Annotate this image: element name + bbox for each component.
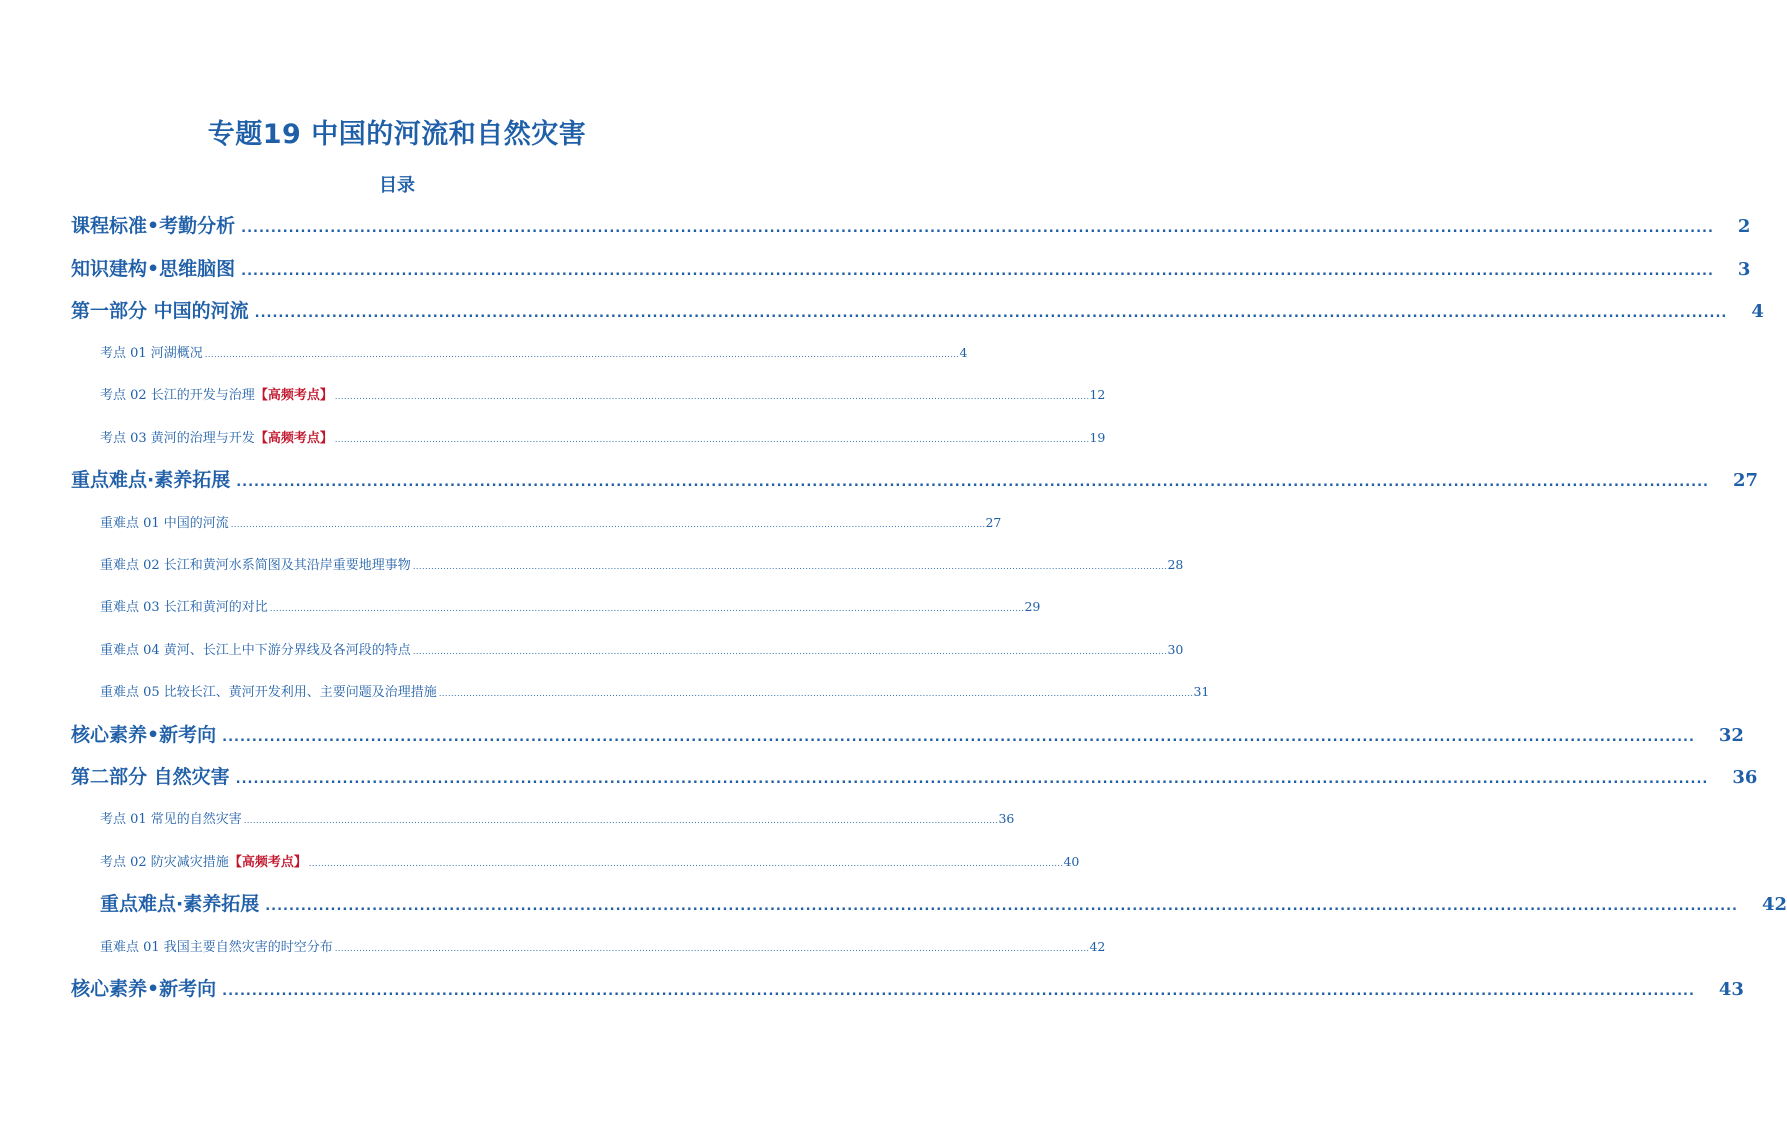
toc-entry-label <box>100 427 333 446</box>
toc-leader: ........................................................................................................................................................................................................................................................ <box>269 604 1025 613</box>
toc-entry-label: 重难点 01 我国主要自然灾害的时空分布 <box>100 940 333 955</box>
toc-leader: ........................................................................................................................................................................................................................................................ <box>334 392 1090 401</box>
toc-heading: 目录 <box>379 175 415 196</box>
toc-entry-label <box>100 851 307 870</box>
toc-leader: ........................................................................................................................................................................................................................................................ <box>235 772 1709 787</box>
toc-leader: ........................................................................................................................................................................................................................................................ <box>265 899 1738 914</box>
toc-page-number: 27 <box>985 515 1002 530</box>
toc-entry[interactable] <box>100 512 1002 531</box>
toc-entry-text: 考点 02 长江的开发与治理 <box>100 388 255 403</box>
toc-entry-text: 考点 02 防灾减灾措施 <box>100 855 229 870</box>
toc-page-number: 43 <box>1718 979 1744 1000</box>
toc-entry[interactable] <box>71 211 1751 238</box>
toc-entry[interactable] <box>100 639 1184 658</box>
toc-leader: ........................................................................................................................................................................................................................................................ <box>438 689 1194 698</box>
toc-entry[interactable] <box>100 384 1106 403</box>
toc-leader: ........................................................................................................................................................................................................................................................ <box>236 475 1709 490</box>
toc-page-number: 30 <box>1167 642 1184 657</box>
toc-entry[interactable] <box>71 254 1751 281</box>
toc-entry-label: 重难点 03 长江和黄河的对比 <box>100 600 268 615</box>
toc-page-number: 2 <box>1737 216 1751 237</box>
toc-leader: ........................................................................................................................................................................................................................................................ <box>243 816 999 825</box>
toc-entry[interactable] <box>71 762 1758 789</box>
toc-entry[interactable] <box>100 427 1106 446</box>
toc-entry[interactable] <box>100 808 1015 827</box>
toc-leader: ........................................................................................................................................................................................................................................................ <box>241 221 1714 236</box>
toc-entry-label: 第一部分 中国的河流 <box>71 300 249 322</box>
toc-entry-label: 重点难点·素养拓展 <box>71 469 231 491</box>
toc-entry[interactable] <box>100 889 1787 916</box>
toc-entry-label: 重点难点·素养拓展 <box>100 893 260 915</box>
toc-leader: ........................................................................................................................................................................................................................................................ <box>230 520 986 529</box>
toc-leader: ........................................................................................................................................................................................................................................................ <box>412 647 1168 656</box>
toc-leader: ........................................................................................................................................................................................................................................................ <box>412 562 1168 571</box>
toc-entry[interactable] <box>71 974 1744 1001</box>
toc-page-number: 12 <box>1089 387 1106 402</box>
toc-entry[interactable] <box>100 936 1106 955</box>
toc-entry-label: 核心素养•新考向 <box>71 724 217 746</box>
toc-page-number: 28 <box>1167 557 1184 572</box>
toc-entry[interactable] <box>71 296 1764 323</box>
toc-entry-label: 知识建构•思维脑图 <box>71 258 236 280</box>
toc-entry[interactable] <box>71 465 1759 492</box>
toc-entry[interactable] <box>100 596 1041 615</box>
toc-entry-label <box>100 384 333 403</box>
high-frequency-tag: 【高频考点】 <box>254 388 333 403</box>
document-title: 专题19 中国的河流和自然灾害 <box>207 119 587 150</box>
toc-entry[interactable] <box>100 851 1080 870</box>
toc-leader: ........................................................................................................................................................................................................................................................ <box>204 350 960 359</box>
toc-entry[interactable] <box>71 720 1744 747</box>
toc-entry-text: 考点 03 黄河的治理与开发 <box>100 431 255 446</box>
toc-entry-label: 重难点 05 比较长江、黄河开发利用、主要问题及治理措施 <box>100 685 437 700</box>
toc-entry-label: 重难点 01 中国的河流 <box>100 516 229 531</box>
toc-page-number: 32 <box>1718 725 1744 746</box>
toc-entry-label: 课程标准•考勤分析 <box>71 215 236 237</box>
toc-leader: ........................................................................................................................................................................................................................................................ <box>222 730 1695 745</box>
high-frequency-tag: 【高频考点】 <box>254 431 333 446</box>
toc-entry[interactable] <box>100 554 1184 573</box>
toc-entry[interactable] <box>100 681 1210 700</box>
toc-page-number: 36 <box>1732 767 1758 788</box>
toc-page-number: 42 <box>1089 939 1106 954</box>
toc-leader: ........................................................................................................................................................................................................................................................ <box>241 264 1714 279</box>
toc-leader: ........................................................................................................................................................................................................................................................ <box>222 984 1695 999</box>
toc-page-number: 19 <box>1089 430 1106 445</box>
toc-entry-label: 考点 01 河湖概况 <box>100 346 203 361</box>
toc-entry[interactable] <box>100 342 968 361</box>
toc-page-number: 40 <box>1063 854 1080 869</box>
toc-leader: ........................................................................................................................................................................................................................................................ <box>254 306 1728 321</box>
toc-page-number: 27 <box>1732 470 1759 491</box>
toc-page-number: 42 <box>1761 894 1787 915</box>
toc-entry-label: 重难点 04 黄河、长江上中下游分界线及各河段的特点 <box>100 643 411 658</box>
toc-page-number: 31 <box>1193 684 1210 699</box>
toc-page-number: 4 <box>1751 301 1764 322</box>
toc-page-number: 29 <box>1024 599 1041 614</box>
toc-leader: ........................................................................................................................................................................................................................................................ <box>334 435 1090 444</box>
toc-entry-label: 核心素养•新考向 <box>71 978 217 1000</box>
toc-page-number: 3 <box>1737 259 1751 280</box>
toc-page-number: 36 <box>998 811 1015 826</box>
toc-entry-label: 考点 01 常见的自然灾害 <box>100 812 242 827</box>
high-frequency-tag: 【高频考点】 <box>228 855 307 870</box>
toc-page-number: 4 <box>959 345 968 360</box>
toc-entry-label: 重难点 02 长江和黄河水系简图及其沿岸重要地理事物 <box>100 558 411 573</box>
toc-leader: ........................................................................................................................................................................................................................................................ <box>334 944 1090 953</box>
toc-leader: ........................................................................................................................................................................................................................................................ <box>308 859 1064 868</box>
toc-entry-label: 第二部分 自然灾害 <box>71 766 230 788</box>
